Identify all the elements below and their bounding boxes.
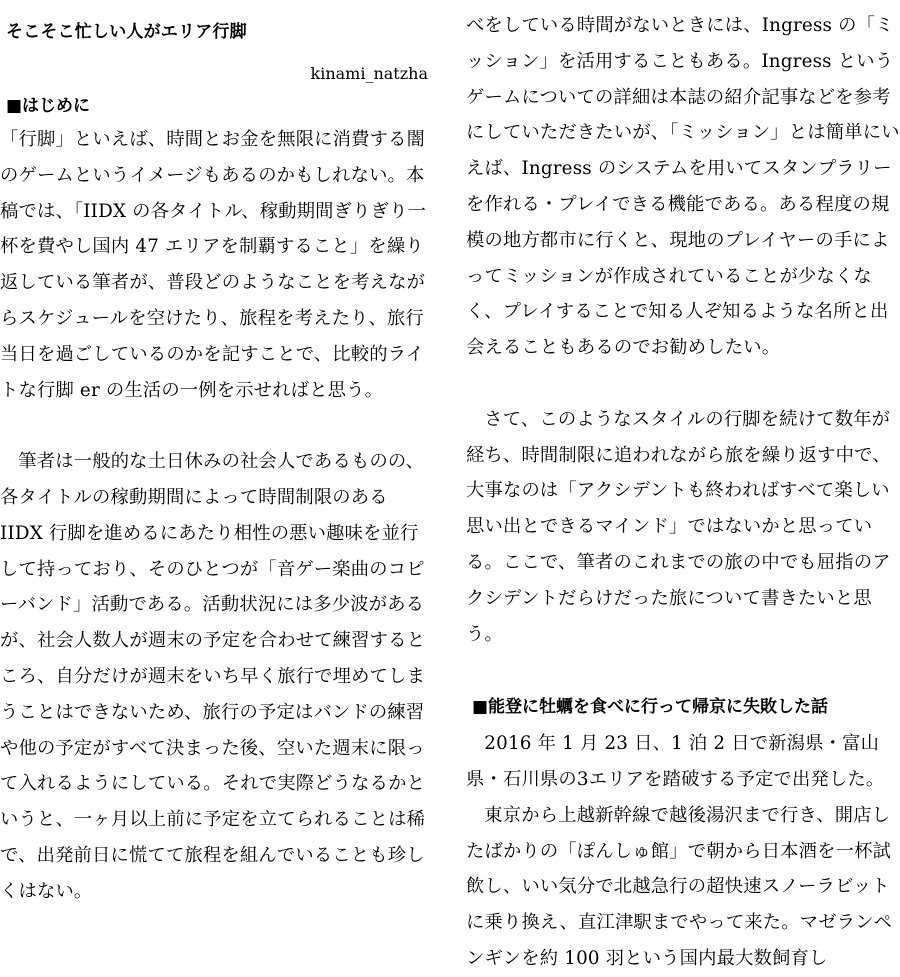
section-heading-intro: ■はじめに (6, 96, 91, 116)
paragraph: 筆者は一般的な土日休みの社会人であるものの、各タイトルの稼動期間によって時間制限のある IIDX 行脚を進めるにあたり相性の悪い趣味を並行して持っており、そのひとつが「音ゲー楽曲のコピーバンド」活動である。活動状況には多少波があるが、社会人数人が週末の予定を合わせて練習するところ、自分だけが週末をいち早く旅行で埋めてしまうことはできないため、旅行の予定はバンドの練習や他の予定がすべて決まった後、空いた週末に限って入れるようにしている。それで実際どうなるかというと、一ヶ月以上前に予定を立てられることは稀で、出発前日に慌てて旅程を組んでいることも珍しくはない。 (0, 451, 426, 902)
paragraph: 「行脚」といえば、時間とお金を無限に消費する闇のゲームというイメージもあるのかもしれない。本稿では、「IIDX の各タイトル、稼動期間ぎりぎり一杯を費やし国内 47 エリアを制覇すること」を繰り返している筆者が、普段どのようなことを考えながらスケジュールを空けたり、旅程を考えたり、旅行当日を過ごしているのかを記すことで、比較的ライトな行脚 er の生活の一例を示せればと思う。 (0, 129, 427, 401)
section-heading-noto: ■能登に牡蠣を食べに行って帰京に失敗した話 (472, 697, 829, 718)
paragraph: べをしている時間がないときには、Ingress の「ミッション」を活用することもある。Ingress というゲームについての詳細は本誌の紹介記事などを参考にしていただきたいが、「ミッション」とは簡単にいえば、Ingress のシステムを用いてスタンプラリーを作れる・プレイできる機能である。ある程度の規模の地方都市に行くと、現地のプレイヤーの手によってミッションが作成されていることが少なくなく、プレイすることで知る人ぞ知るような名所と出会えることもあるのでお勧めしたい。 (466, 15, 900, 359)
paragraph-gap (466, 366, 900, 402)
paragraph-gap (0, 408, 434, 444)
right-column (466, 0, 900, 977)
paragraph: さて、このようなスタイルの行脚を続けて数年が経ち、時間制限に追われながら旅を繰り返す中で、大事なのは「アクシデントも終わればすべて楽しい思い出とできるマインド」ではないかと思っている。ここで、筆者のこれまでの旅の中でも屈指のアクシデントだらけだった旅について書きたいと思う。 (466, 408, 891, 645)
article-title: そこそこ忙しい人がエリア行脚 (6, 22, 247, 42)
paragraph-gap (466, 652, 900, 688)
paragraph: 東京から上越新幹線で越後湯沢まで行き、開店したばかりの「ぽんしゅ館」で朝から日本酒を一杯試飲し、いい気分で北越急行の超快速スノーラビットに乗り換え、直江津駅までやって来た。マゼランペンギンを約 100 羽という国内最大数飼育し (466, 804, 893, 969)
left-column (0, 0, 434, 910)
paragraph: 2016 年 1 月 23 日、1 泊 2 日で新潟県・富山県・石川県の3エリアを踏破する予定で出発した。 (466, 733, 885, 790)
author-name: kinami_natzha (310, 64, 428, 83)
